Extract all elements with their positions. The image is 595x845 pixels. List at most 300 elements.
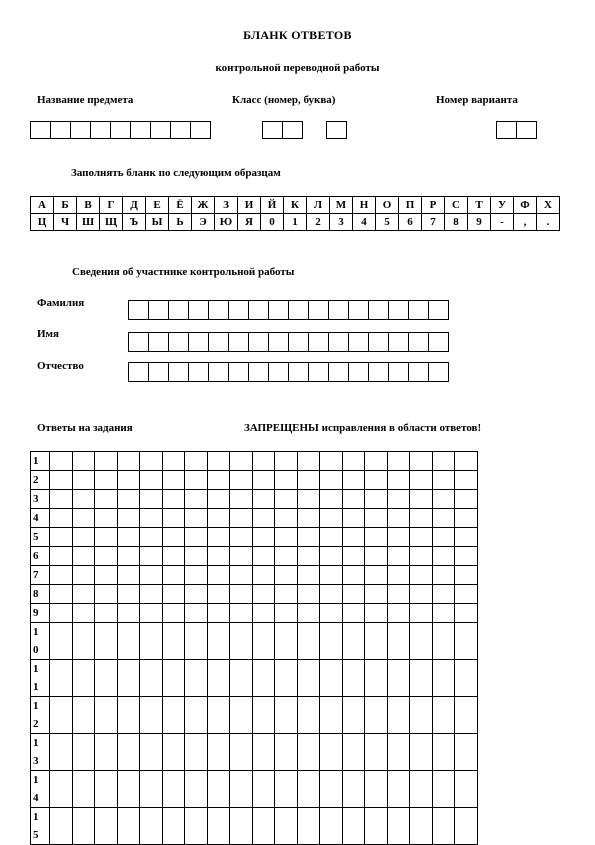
answer-cell[interactable] bbox=[320, 490, 343, 509]
answer-cell[interactable] bbox=[432, 771, 455, 808]
letter-cell[interactable] bbox=[148, 300, 169, 320]
answer-cell[interactable] bbox=[50, 623, 73, 660]
letter-cell[interactable] bbox=[408, 362, 429, 382]
answer-cell[interactable] bbox=[455, 452, 478, 471]
answer-cell[interactable] bbox=[185, 452, 208, 471]
answer-cell[interactable] bbox=[207, 566, 230, 585]
answer-cell[interactable] bbox=[230, 660, 253, 697]
answer-cell[interactable] bbox=[432, 623, 455, 660]
letter-cell[interactable] bbox=[428, 362, 449, 382]
answer-cell[interactable] bbox=[140, 471, 163, 490]
answer-cell[interactable] bbox=[275, 471, 298, 490]
answer-cell[interactable] bbox=[207, 660, 230, 697]
answer-cell[interactable] bbox=[230, 808, 253, 845]
letter-cell[interactable] bbox=[268, 362, 289, 382]
answer-cell[interactable] bbox=[387, 697, 410, 734]
answer-cell[interactable] bbox=[117, 660, 140, 697]
answer-cell[interactable] bbox=[117, 509, 140, 528]
answer-cell[interactable] bbox=[432, 452, 455, 471]
name-field[interactable] bbox=[128, 332, 449, 352]
answer-cell[interactable] bbox=[230, 490, 253, 509]
answer-cell[interactable] bbox=[365, 452, 388, 471]
answer-cell[interactable] bbox=[117, 771, 140, 808]
answer-cell[interactable] bbox=[365, 528, 388, 547]
answer-cell[interactable] bbox=[185, 697, 208, 734]
letter-cell[interactable] bbox=[168, 362, 189, 382]
answer-cell[interactable] bbox=[72, 490, 95, 509]
letter-cell[interactable] bbox=[228, 332, 249, 352]
answer-cell[interactable] bbox=[72, 660, 95, 697]
answer-cell[interactable] bbox=[50, 452, 73, 471]
answer-cell[interactable] bbox=[320, 623, 343, 660]
answer-cell[interactable] bbox=[342, 452, 365, 471]
answer-cell[interactable] bbox=[320, 528, 343, 547]
letter-cell[interactable] bbox=[328, 332, 349, 352]
letter-cell[interactable] bbox=[268, 300, 289, 320]
answer-cell[interactable] bbox=[365, 808, 388, 845]
answer-cell[interactable] bbox=[455, 697, 478, 734]
class-number-field[interactable] bbox=[262, 121, 303, 139]
answer-cell[interactable] bbox=[162, 471, 185, 490]
answer-cell[interactable] bbox=[185, 771, 208, 808]
answer-cell[interactable] bbox=[72, 734, 95, 771]
letter-cell[interactable] bbox=[368, 300, 389, 320]
answer-cell[interactable] bbox=[117, 452, 140, 471]
answer-cell[interactable] bbox=[140, 566, 163, 585]
answer-cell[interactable] bbox=[432, 734, 455, 771]
answer-cell[interactable] bbox=[320, 566, 343, 585]
answer-cell[interactable] bbox=[72, 452, 95, 471]
answer-cell[interactable] bbox=[50, 528, 73, 547]
letter-cell[interactable] bbox=[308, 362, 329, 382]
answer-cell[interactable] bbox=[432, 585, 455, 604]
answer-cell[interactable] bbox=[320, 604, 343, 623]
answer-cell[interactable] bbox=[230, 528, 253, 547]
answer-cell[interactable] bbox=[252, 697, 275, 734]
class-number-cell[interactable] bbox=[282, 121, 303, 139]
answer-cell[interactable] bbox=[207, 771, 230, 808]
answer-cell[interactable] bbox=[207, 734, 230, 771]
answer-cell[interactable] bbox=[342, 771, 365, 808]
answer-cell[interactable] bbox=[185, 623, 208, 660]
answer-cell[interactable] bbox=[185, 566, 208, 585]
answer-cell[interactable] bbox=[342, 697, 365, 734]
answer-cell[interactable] bbox=[320, 808, 343, 845]
answer-cell[interactable] bbox=[162, 452, 185, 471]
answer-cell[interactable] bbox=[50, 490, 73, 509]
answer-cell[interactable] bbox=[252, 566, 275, 585]
letter-cell[interactable] bbox=[288, 332, 309, 352]
letter-cell[interactable] bbox=[328, 362, 349, 382]
answer-cell[interactable] bbox=[207, 452, 230, 471]
answer-cell[interactable] bbox=[387, 547, 410, 566]
answer-cell[interactable] bbox=[117, 471, 140, 490]
answer-cell[interactable] bbox=[207, 490, 230, 509]
answer-cell[interactable] bbox=[275, 623, 298, 660]
answer-cell[interactable] bbox=[185, 471, 208, 490]
answer-cell[interactable] bbox=[455, 528, 478, 547]
answer-cell[interactable] bbox=[207, 808, 230, 845]
answer-cell[interactable] bbox=[275, 490, 298, 509]
answer-cell[interactable] bbox=[342, 471, 365, 490]
subject-code-cell[interactable] bbox=[150, 121, 171, 139]
answer-cell[interactable] bbox=[387, 528, 410, 547]
answer-cell[interactable] bbox=[387, 771, 410, 808]
answer-cell[interactable] bbox=[365, 547, 388, 566]
answer-cell[interactable] bbox=[297, 566, 320, 585]
answer-cell[interactable] bbox=[162, 697, 185, 734]
letter-cell[interactable] bbox=[348, 362, 369, 382]
answer-cell[interactable] bbox=[455, 547, 478, 566]
subject-code-cell[interactable] bbox=[170, 121, 191, 139]
answer-cell[interactable] bbox=[140, 771, 163, 808]
answer-cell[interactable] bbox=[455, 771, 478, 808]
letter-cell[interactable] bbox=[368, 332, 389, 352]
answer-cell[interactable] bbox=[432, 509, 455, 528]
class-letter-field[interactable] bbox=[326, 121, 347, 139]
answer-cell[interactable] bbox=[117, 490, 140, 509]
answer-cell[interactable] bbox=[410, 490, 433, 509]
letter-cell[interactable] bbox=[308, 332, 329, 352]
answer-cell[interactable] bbox=[50, 660, 73, 697]
answer-cell[interactable] bbox=[455, 490, 478, 509]
answer-cell[interactable] bbox=[455, 471, 478, 490]
answer-cell[interactable] bbox=[410, 604, 433, 623]
answer-cell[interactable] bbox=[95, 547, 118, 566]
answer-cell[interactable] bbox=[320, 471, 343, 490]
answer-cell[interactable] bbox=[117, 734, 140, 771]
letter-cell[interactable] bbox=[228, 300, 249, 320]
answer-cell[interactable] bbox=[95, 623, 118, 660]
answer-cell[interactable] bbox=[455, 509, 478, 528]
letter-cell[interactable] bbox=[428, 300, 449, 320]
answer-cell[interactable] bbox=[320, 452, 343, 471]
letter-cell[interactable] bbox=[268, 332, 289, 352]
letter-cell[interactable] bbox=[388, 300, 409, 320]
answer-cell[interactable] bbox=[252, 528, 275, 547]
answer-cell[interactable] bbox=[95, 471, 118, 490]
answer-cell[interactable] bbox=[95, 604, 118, 623]
answer-cell[interactable] bbox=[185, 585, 208, 604]
answer-cell[interactable] bbox=[230, 623, 253, 660]
answer-cell[interactable] bbox=[72, 547, 95, 566]
answer-cell[interactable] bbox=[387, 471, 410, 490]
answer-cell[interactable] bbox=[365, 623, 388, 660]
answer-cell[interactable] bbox=[72, 697, 95, 734]
answer-cell[interactable] bbox=[72, 528, 95, 547]
answer-cell[interactable] bbox=[72, 808, 95, 845]
answer-cell[interactable] bbox=[117, 808, 140, 845]
answer-cell[interactable] bbox=[297, 547, 320, 566]
letter-cell[interactable] bbox=[408, 332, 429, 352]
letter-cell[interactable] bbox=[388, 362, 409, 382]
answer-cell[interactable] bbox=[432, 808, 455, 845]
answer-cell[interactable] bbox=[72, 566, 95, 585]
answer-cell[interactable] bbox=[252, 771, 275, 808]
answer-cell[interactable] bbox=[50, 771, 73, 808]
letter-cell[interactable] bbox=[288, 362, 309, 382]
subject-code-cell[interactable] bbox=[90, 121, 111, 139]
answer-cell[interactable] bbox=[117, 623, 140, 660]
answer-cell[interactable] bbox=[275, 697, 298, 734]
answer-cell[interactable] bbox=[297, 471, 320, 490]
answer-cell[interactable] bbox=[140, 697, 163, 734]
answer-cell[interactable] bbox=[320, 509, 343, 528]
letter-cell[interactable] bbox=[348, 300, 369, 320]
letter-cell[interactable] bbox=[428, 332, 449, 352]
answer-cell[interactable] bbox=[342, 566, 365, 585]
answer-cell[interactable] bbox=[230, 471, 253, 490]
answer-cell[interactable] bbox=[140, 660, 163, 697]
answer-cell[interactable] bbox=[342, 604, 365, 623]
answer-cell[interactable] bbox=[95, 585, 118, 604]
answer-cell[interactable] bbox=[140, 528, 163, 547]
answer-cell[interactable] bbox=[410, 808, 433, 845]
answer-cell[interactable] bbox=[297, 528, 320, 547]
answer-cell[interactable] bbox=[252, 490, 275, 509]
answer-cell[interactable] bbox=[455, 623, 478, 660]
answer-cell[interactable] bbox=[72, 623, 95, 660]
answer-cell[interactable] bbox=[365, 585, 388, 604]
answer-cell[interactable] bbox=[297, 452, 320, 471]
answer-cell[interactable] bbox=[320, 734, 343, 771]
answer-cell[interactable] bbox=[297, 808, 320, 845]
answer-cell[interactable] bbox=[410, 566, 433, 585]
answer-cell[interactable] bbox=[72, 471, 95, 490]
answer-cell[interactable] bbox=[117, 547, 140, 566]
subject-code-cell[interactable] bbox=[50, 121, 71, 139]
answer-cell[interactable] bbox=[275, 452, 298, 471]
letter-cell[interactable] bbox=[148, 362, 169, 382]
variant-number-field[interactable] bbox=[496, 121, 537, 139]
answer-cell[interactable] bbox=[455, 585, 478, 604]
answer-cell[interactable] bbox=[95, 490, 118, 509]
answer-cell[interactable] bbox=[432, 660, 455, 697]
answer-cell[interactable] bbox=[297, 623, 320, 660]
answer-cell[interactable] bbox=[297, 490, 320, 509]
answer-cell[interactable] bbox=[275, 509, 298, 528]
answer-cell[interactable] bbox=[432, 471, 455, 490]
answer-cell[interactable] bbox=[95, 509, 118, 528]
answer-cell[interactable] bbox=[342, 808, 365, 845]
answer-cell[interactable] bbox=[95, 528, 118, 547]
answer-cell[interactable] bbox=[140, 734, 163, 771]
answer-cell[interactable] bbox=[342, 623, 365, 660]
answer-cell[interactable] bbox=[117, 585, 140, 604]
answer-cell[interactable] bbox=[455, 604, 478, 623]
answer-cell[interactable] bbox=[252, 734, 275, 771]
letter-cell[interactable] bbox=[368, 362, 389, 382]
answer-cell[interactable] bbox=[95, 808, 118, 845]
answer-cell[interactable] bbox=[275, 566, 298, 585]
answer-cell[interactable] bbox=[365, 697, 388, 734]
answer-cell[interactable] bbox=[342, 585, 365, 604]
answer-cell[interactable] bbox=[230, 452, 253, 471]
answer-cell[interactable] bbox=[410, 697, 433, 734]
answer-cell[interactable] bbox=[162, 547, 185, 566]
answer-cell[interactable] bbox=[365, 490, 388, 509]
answer-cell[interactable] bbox=[252, 585, 275, 604]
answer-cell[interactable] bbox=[230, 734, 253, 771]
answer-cell[interactable] bbox=[230, 547, 253, 566]
subject-code-cell[interactable] bbox=[30, 121, 51, 139]
answer-cell[interactable] bbox=[162, 734, 185, 771]
subject-code-cell[interactable] bbox=[110, 121, 131, 139]
answer-cell[interactable] bbox=[72, 509, 95, 528]
variant-number-cell[interactable] bbox=[496, 121, 517, 139]
answer-cell[interactable] bbox=[162, 585, 185, 604]
answer-cell[interactable] bbox=[297, 697, 320, 734]
letter-cell[interactable] bbox=[128, 362, 149, 382]
answer-cell[interactable] bbox=[387, 808, 410, 845]
answer-cell[interactable] bbox=[252, 660, 275, 697]
answer-cell[interactable] bbox=[117, 604, 140, 623]
answer-cell[interactable] bbox=[185, 604, 208, 623]
answer-cell[interactable] bbox=[230, 697, 253, 734]
class-letter-cell[interactable] bbox=[326, 121, 347, 139]
letter-cell[interactable] bbox=[188, 332, 209, 352]
subject-code-field[interactable] bbox=[30, 121, 211, 139]
answer-cell[interactable] bbox=[50, 509, 73, 528]
letter-cell[interactable] bbox=[128, 300, 149, 320]
answer-cell[interactable] bbox=[410, 734, 433, 771]
answer-cell[interactable] bbox=[185, 808, 208, 845]
answer-cell[interactable] bbox=[410, 771, 433, 808]
answer-cell[interactable] bbox=[387, 566, 410, 585]
surname-field[interactable] bbox=[128, 300, 449, 320]
answer-cell[interactable] bbox=[455, 566, 478, 585]
answer-cell[interactable] bbox=[387, 490, 410, 509]
answer-cell[interactable] bbox=[230, 509, 253, 528]
letter-cell[interactable] bbox=[248, 300, 269, 320]
answer-cell[interactable] bbox=[140, 808, 163, 845]
answer-cell[interactable] bbox=[185, 528, 208, 547]
answer-cell[interactable] bbox=[117, 566, 140, 585]
answer-cell[interactable] bbox=[140, 509, 163, 528]
answer-cell[interactable] bbox=[162, 808, 185, 845]
letter-cell[interactable] bbox=[408, 300, 429, 320]
subject-code-cell[interactable] bbox=[70, 121, 91, 139]
answer-cell[interactable] bbox=[387, 623, 410, 660]
answer-cell[interactable] bbox=[410, 585, 433, 604]
answer-cell[interactable] bbox=[72, 585, 95, 604]
answer-cell[interactable] bbox=[455, 660, 478, 697]
answer-cell[interactable] bbox=[50, 471, 73, 490]
letter-cell[interactable] bbox=[208, 332, 229, 352]
answer-cell[interactable] bbox=[387, 604, 410, 623]
answer-cell[interactable] bbox=[140, 547, 163, 566]
answer-cell[interactable] bbox=[342, 660, 365, 697]
letter-cell[interactable] bbox=[288, 300, 309, 320]
answer-cell[interactable] bbox=[342, 509, 365, 528]
answer-cell[interactable] bbox=[117, 697, 140, 734]
letter-cell[interactable] bbox=[188, 362, 209, 382]
answer-cell[interactable] bbox=[297, 660, 320, 697]
answer-cell[interactable] bbox=[252, 623, 275, 660]
answer-cell[interactable] bbox=[275, 528, 298, 547]
answer-cell[interactable] bbox=[140, 452, 163, 471]
letter-cell[interactable] bbox=[128, 332, 149, 352]
letter-cell[interactable] bbox=[148, 332, 169, 352]
answer-cell[interactable] bbox=[387, 660, 410, 697]
answer-cell[interactable] bbox=[320, 547, 343, 566]
answer-cell[interactable] bbox=[342, 528, 365, 547]
answer-cell[interactable] bbox=[252, 471, 275, 490]
answer-cell[interactable] bbox=[230, 604, 253, 623]
answer-cell[interactable] bbox=[320, 771, 343, 808]
answer-cell[interactable] bbox=[275, 604, 298, 623]
answer-cell[interactable] bbox=[410, 471, 433, 490]
answer-cell[interactable] bbox=[387, 585, 410, 604]
answer-cell[interactable] bbox=[140, 585, 163, 604]
answer-cell[interactable] bbox=[185, 660, 208, 697]
answer-cell[interactable] bbox=[185, 490, 208, 509]
answer-cell[interactable] bbox=[207, 471, 230, 490]
answer-cell[interactable] bbox=[432, 604, 455, 623]
answer-cell[interactable] bbox=[410, 623, 433, 660]
answer-cell[interactable] bbox=[50, 734, 73, 771]
answer-cell[interactable] bbox=[275, 808, 298, 845]
answer-cell[interactable] bbox=[342, 547, 365, 566]
letter-cell[interactable] bbox=[348, 332, 369, 352]
letter-cell[interactable] bbox=[308, 300, 329, 320]
answer-cell[interactable] bbox=[365, 509, 388, 528]
answer-cell[interactable] bbox=[95, 734, 118, 771]
answer-cell[interactable] bbox=[275, 660, 298, 697]
letter-cell[interactable] bbox=[188, 300, 209, 320]
letter-cell[interactable] bbox=[248, 332, 269, 352]
answer-cell[interactable] bbox=[410, 547, 433, 566]
variant-number-cell[interactable] bbox=[516, 121, 537, 139]
answer-cell[interactable] bbox=[252, 604, 275, 623]
answer-cell[interactable] bbox=[387, 452, 410, 471]
letter-cell[interactable] bbox=[208, 362, 229, 382]
answer-cell[interactable] bbox=[297, 734, 320, 771]
answer-cell[interactable] bbox=[50, 566, 73, 585]
answer-cell[interactable] bbox=[185, 547, 208, 566]
answer-cell[interactable] bbox=[297, 509, 320, 528]
answer-cell[interactable] bbox=[140, 604, 163, 623]
answer-cell[interactable] bbox=[230, 566, 253, 585]
answer-cell[interactable] bbox=[162, 604, 185, 623]
letter-cell[interactable] bbox=[168, 332, 189, 352]
answer-cell[interactable] bbox=[207, 509, 230, 528]
answer-cell[interactable] bbox=[432, 528, 455, 547]
letter-cell[interactable] bbox=[328, 300, 349, 320]
answer-cell[interactable] bbox=[50, 697, 73, 734]
answer-cell[interactable] bbox=[50, 547, 73, 566]
answer-cell[interactable] bbox=[410, 660, 433, 697]
answer-cell[interactable] bbox=[342, 490, 365, 509]
answer-cell[interactable] bbox=[95, 452, 118, 471]
answer-cell[interactable] bbox=[252, 547, 275, 566]
answer-cell[interactable] bbox=[297, 771, 320, 808]
answer-cell[interactable] bbox=[185, 734, 208, 771]
answer-cell[interactable] bbox=[252, 452, 275, 471]
answer-cell[interactable] bbox=[432, 547, 455, 566]
answer-cell[interactable] bbox=[50, 808, 73, 845]
answer-cell[interactable] bbox=[275, 547, 298, 566]
answer-cell[interactable] bbox=[162, 509, 185, 528]
answer-cell[interactable] bbox=[455, 808, 478, 845]
answer-cell[interactable] bbox=[432, 566, 455, 585]
subject-code-cell[interactable] bbox=[190, 121, 211, 139]
answer-cell[interactable] bbox=[207, 528, 230, 547]
answer-cell[interactable] bbox=[207, 547, 230, 566]
answer-cell[interactable] bbox=[275, 734, 298, 771]
answer-cell[interactable] bbox=[230, 771, 253, 808]
answer-cell[interactable] bbox=[50, 585, 73, 604]
